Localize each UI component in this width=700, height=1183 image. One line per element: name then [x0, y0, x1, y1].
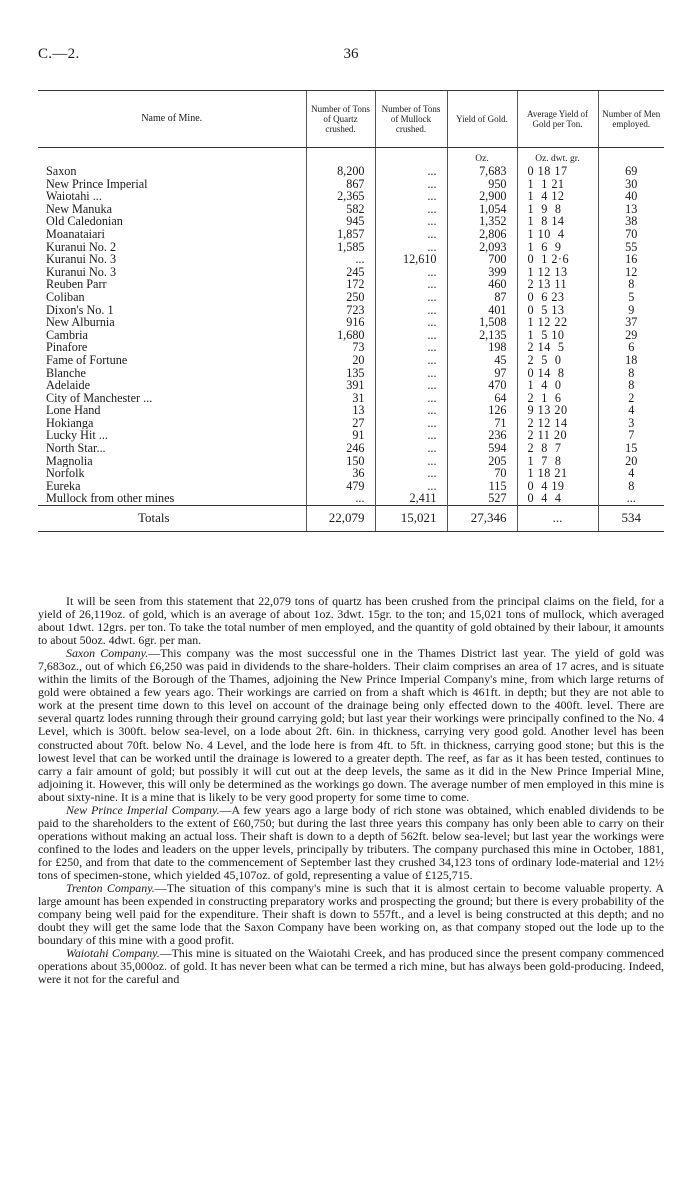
table-row	[38, 429, 664, 442]
table-row	[38, 253, 664, 266]
gold-yield: 399	[447, 266, 517, 279]
mine-name: Blanche	[46, 366, 86, 380]
gold-yield: 950	[447, 178, 517, 191]
average-yield: 0 4 4	[517, 492, 598, 505]
table-row	[38, 404, 664, 417]
gold-yield: 45	[447, 354, 517, 367]
men-employed: 8	[598, 480, 664, 493]
gold-yield: 97	[447, 367, 517, 380]
mine-name: Kuranui No. 2	[46, 240, 117, 254]
men-employed: 30	[598, 178, 664, 191]
quartz-tons: 916	[306, 316, 375, 329]
quartz-tons: 1,680	[306, 329, 375, 342]
mullock-tons: ...	[375, 341, 447, 354]
men-employed: 70	[598, 228, 664, 241]
mine-name: Reuben Parr	[46, 278, 107, 291]
quartz-tons: 91	[306, 429, 375, 442]
mine-name: New Alburnia	[46, 316, 115, 329]
average-yield: 1 4 0	[517, 379, 598, 392]
mullock-tons: ...	[375, 329, 447, 342]
table-row	[38, 291, 664, 304]
gold-yield: 470	[447, 379, 517, 392]
men-employed: 9	[598, 304, 664, 317]
total-average: ...	[517, 506, 598, 532]
mine-name: Coliban	[46, 290, 85, 304]
table-row	[38, 455, 664, 468]
average-yield: 1 12 22	[517, 316, 598, 329]
mine-name: New Manuka	[46, 202, 112, 216]
average-yield: 1 8 14	[517, 215, 598, 228]
men-employed: 15	[598, 442, 664, 455]
men-employed: 13	[598, 203, 664, 216]
gold-yield: 527	[447, 492, 517, 505]
table-row	[38, 215, 664, 228]
totals-row	[38, 506, 664, 532]
paragraph-lead: Trenton Company.	[66, 881, 155, 896]
quartz-tons: 31	[306, 392, 375, 405]
quartz-tons: 582	[306, 203, 375, 216]
mullock-tons: ...	[375, 404, 447, 417]
mullock-tons: ...	[375, 429, 447, 442]
gold-yield: 71	[447, 417, 517, 430]
mine-name: Lucky Hit ...	[46, 429, 108, 443]
paragraph	[38, 804, 664, 882]
gold-yield: 401	[447, 304, 517, 317]
paragraph	[38, 595, 664, 647]
men-employed: 55	[598, 241, 664, 254]
gold-yield: 1,352	[447, 215, 517, 228]
table-row	[38, 278, 664, 291]
table-row	[38, 228, 664, 241]
average-yield: 0 4 19	[517, 480, 598, 493]
total-mullock-tons: 15,021	[375, 506, 447, 532]
men-employed: 3	[598, 417, 664, 430]
men-employed: 6	[598, 341, 664, 354]
mine-name: Kuranui No. 3	[46, 253, 117, 266]
table-row	[38, 367, 664, 380]
average-yield: 1 5 10	[517, 329, 598, 342]
mullock-tons: ...	[375, 442, 447, 455]
average-yield: 1 4 12	[517, 190, 598, 203]
quartz-tons: 391	[306, 379, 375, 392]
paragraph-text: —A few years ago a large body of rich stone was obtained, which enabled dividends to be paid to the shareholders to the extent of £60,750; but during the last three years this company has only been able to carry on their operations without making an actual loss. Their shaft is down to a depth of 562ft. below sea-level; but last year the workings were confined to the lodes and leaders on the upper levels, principally by tributers. The company purchased this mine in October, 1881, for £250, and from that date to the commencement of September last they crushed 34,123 tons of ordinary lode-material and 12½ tons of specimen-stone, which yielded 45,107oz. of gold, representing a value of £125,715.	[38, 802, 664, 882]
men-employed: 20	[598, 455, 664, 468]
paragraph-lead: Saxon Company.	[66, 646, 149, 661]
table-row	[38, 266, 664, 279]
men-employed: 2	[598, 392, 664, 405]
table-row	[38, 492, 664, 505]
mine-name: Moanataiari	[46, 227, 105, 241]
men-employed: 37	[598, 316, 664, 329]
mullock-tons: ...	[375, 178, 447, 191]
quartz-tons: 13	[306, 404, 375, 417]
quartz-tons: 1,585	[306, 241, 375, 254]
column-header-yield: Yield of Gold.	[447, 91, 517, 148]
gold-yield: 198	[447, 341, 517, 354]
total-yield: 27,346	[447, 506, 517, 532]
mullock-tons: ...	[375, 392, 447, 405]
mine-name: Old Caledonian	[46, 215, 123, 228]
gold-yield: 236	[447, 429, 517, 442]
quartz-tons: 723	[306, 304, 375, 317]
table-row	[38, 341, 664, 354]
average-yield: 0 5 13	[517, 304, 598, 317]
gold-yield: 7,683	[447, 165, 517, 178]
gold-yield: 594	[447, 442, 517, 455]
mullock-tons: ...	[375, 165, 447, 178]
quartz-tons: 27	[306, 417, 375, 430]
average-yield: 0 14 8	[517, 367, 598, 380]
units-row	[38, 148, 664, 166]
table-row	[38, 304, 664, 317]
mine-name: Lone Hand	[46, 404, 101, 417]
average-yield: 1 18 21	[517, 467, 598, 480]
mullock-tons: ...	[375, 480, 447, 493]
mine-name: Norfolk	[46, 467, 85, 480]
table-row	[38, 190, 664, 203]
document-reference: C.—2.	[38, 46, 80, 62]
quartz-tons: 135	[306, 367, 375, 380]
mine-name: Cambria	[46, 328, 88, 342]
mine-name: New Prince Imperial	[46, 177, 148, 191]
gold-yield: 1,508	[447, 316, 517, 329]
table-row	[38, 178, 664, 191]
paragraph-text: —The situation of this company's mine is such that it is almost certain to become valuable property. A large amount has been expended in constructing preparatory works and prospecting the ground; but there is every probability of the company being well paid for the expenditure. Their shaft is down to 557ft., and a level is being constructed at this depth; and no doubt they will get the same lode that the Saxon Company have been working on, as that company stoped out the lode up to the boundary of this mine with a good profit.	[38, 881, 665, 948]
men-employed: 5	[598, 291, 664, 304]
quartz-tons: 250	[306, 291, 375, 304]
average-yield: 2 11 20	[517, 429, 598, 442]
mullock-tons: ...	[375, 367, 447, 380]
average-yield: 1 10 4	[517, 228, 598, 241]
men-employed: 7	[598, 429, 664, 442]
total-men: 534	[598, 506, 664, 532]
gold-yield: 2,806	[447, 228, 517, 241]
mine-name: North Star...	[46, 442, 106, 455]
quartz-tons: 20	[306, 354, 375, 367]
mine-name: Eureka	[46, 479, 81, 493]
paragraph-lead: New Prince Imperial Company.	[66, 802, 220, 817]
mullock-tons: 2,411	[375, 492, 447, 505]
men-employed: 8	[598, 367, 664, 380]
quartz-tons: 36	[306, 467, 375, 480]
men-employed: 4	[598, 467, 664, 480]
average-yield: 1 12 13	[517, 266, 598, 279]
average-yield: 2 12 14	[517, 417, 598, 430]
table-row	[38, 467, 664, 480]
quartz-tons: 2,365	[306, 190, 375, 203]
average-yield: 2 5 0	[517, 354, 598, 367]
average-yield: 2 13 11	[517, 278, 598, 291]
gold-yield: 205	[447, 455, 517, 468]
page-header	[38, 46, 664, 66]
column-header-name: Name of Mine.	[38, 91, 306, 148]
mullock-tons: ...	[375, 266, 447, 279]
quartz-tons: 73	[306, 341, 375, 354]
gold-yield: 126	[447, 404, 517, 417]
men-employed: 16	[598, 253, 664, 266]
mines-table	[38, 90, 664, 532]
mine-name: Saxon	[46, 165, 77, 178]
gold-yield: 1,054	[447, 203, 517, 216]
average-yield: 0 1 2·6	[517, 253, 598, 266]
men-employed: 40	[598, 190, 664, 203]
mullock-tons: 12,610	[375, 253, 447, 266]
mine-name: City of Manchester ...	[46, 391, 153, 405]
paragraph	[38, 647, 664, 804]
quartz-tons: 150	[306, 455, 375, 468]
mine-name: Hokianga	[46, 416, 94, 430]
average-yield: 1 6 9	[517, 241, 598, 254]
mullock-tons: ...	[375, 241, 447, 254]
mullock-tons: ...	[375, 203, 447, 216]
mine-name: Kuranui No. 3	[46, 265, 117, 279]
paragraph-text: —This mine is situated on the Waiotahi Creek, and has produced since the present company commenced operations about 35,000oz. of gold. It has never been what can be termed a rich mine, but has always been gold-producing. Indeed, were it not for the careful and	[38, 946, 664, 987]
quartz-tons: 867	[306, 178, 375, 191]
average-yield: 2 8 7	[517, 442, 598, 455]
table-row	[38, 203, 664, 216]
gold-yield: 460	[447, 278, 517, 291]
mine-name: Dixon's No. 1	[46, 303, 114, 317]
quartz-tons: 945	[306, 215, 375, 228]
mullock-tons: ...	[375, 417, 447, 430]
men-employed: 8	[598, 379, 664, 392]
gold-yield: 700	[447, 253, 517, 266]
column-header-men: Number of Men employed.	[598, 91, 664, 148]
paragraph	[38, 882, 664, 947]
table-row	[38, 241, 664, 254]
quartz-tons: 1,857	[306, 228, 375, 241]
gold-yield: 70	[447, 467, 517, 480]
paragraph	[38, 947, 664, 986]
table-header-row	[38, 91, 664, 148]
gold-yield: 64	[447, 392, 517, 405]
quartz-tons: ...	[306, 492, 375, 505]
unit-yield: Oz.	[447, 148, 517, 166]
average-yield: 2 14 5	[517, 341, 598, 354]
mullock-tons: ...	[375, 467, 447, 480]
mullock-tons: ...	[375, 316, 447, 329]
table-row	[38, 417, 664, 430]
mullock-tons: ...	[375, 190, 447, 203]
column-header-quartz-tons: Number of Tons of Quartz crushed.	[306, 91, 375, 148]
table-row	[38, 480, 664, 493]
gold-yield: 2,900	[447, 190, 517, 203]
table-row	[38, 316, 664, 329]
unit-average: Oz. dwt. gr.	[517, 148, 598, 166]
average-yield: 0 6 23	[517, 291, 598, 304]
table-row	[38, 442, 664, 455]
quartz-tons: ...	[306, 253, 375, 266]
average-yield: 1 1 21	[517, 178, 598, 191]
mine-name: Magnolia	[46, 454, 93, 468]
column-header-average-yield: Average Yield of Gold per Ton.	[517, 91, 598, 148]
gold-yield: 115	[447, 480, 517, 493]
quartz-tons: 8,200	[306, 165, 375, 178]
mullock-tons: ...	[375, 354, 447, 367]
table-row	[38, 392, 664, 405]
quartz-tons: 246	[306, 442, 375, 455]
men-employed: 8	[598, 278, 664, 291]
average-yield: 0 18 17	[517, 165, 598, 178]
quartz-tons: 479	[306, 480, 375, 493]
total-quartz-tons: 22,079	[306, 506, 375, 532]
table-row	[38, 379, 664, 392]
paragraph-text: —This company was the most successful one in the Thames District last year. The yield of gold was 7,683oz., out of which £6,250 was paid in dividends to the share-holders. Their claim comprises an area of 17 acres, and is situate within the limits of the Borough of the Thames, adjoining the New Prince Imperial Company's mine, from which large returns of gold were obtained a few years ago. Their workings are carried on from a shaft which is 461ft. in depth; but they are not able to work at the present time down to this level on account of the drainage being only effected down to the 400ft. level. There are several quartz lodes running through their ground carrying gold; but last year their workings were principally confined to the No. 4 Level, which is 300ft. below sea-level, on a lode about 2ft. 6in. in thickness, carrying very good gold. Another level has been constructed about 70ft. below No. 4 Level, and the lode here is from 4ft. to 5ft. in thickness, carrying good stone; but this is the lowest level that can be worked until the drainage is lowered to a greater depth. The reef, as far as it has been tested, continues to carry a fair amount of gold; but possibly it will cut out at the deep levels, the same as it did in the New Prince Imperial Mine, adjoining it. However, this will only be determined as the workings go down. The average number of men employed in this mine is about sixty-nine. It is a mine that is likely to be very good property for some time to come.	[38, 646, 664, 804]
average-yield: 2 1 6	[517, 392, 598, 405]
totals-label: Totals	[38, 506, 306, 532]
gold-yield: 87	[447, 291, 517, 304]
table-row	[38, 354, 664, 367]
men-employed: 12	[598, 266, 664, 279]
mullock-tons: ...	[375, 215, 447, 228]
mine-name: Waiotahi ...	[46, 190, 102, 203]
mine-name: Pinafore	[46, 341, 88, 354]
mullock-tons: ...	[375, 379, 447, 392]
body-text	[38, 595, 664, 986]
men-employed: 29	[598, 329, 664, 342]
mullock-tons: ...	[375, 228, 447, 241]
table-row	[38, 165, 664, 178]
men-employed: ...	[598, 492, 664, 505]
mullock-tons: ...	[375, 291, 447, 304]
mine-name: Mullock from other mines	[46, 492, 175, 506]
men-employed: 4	[598, 404, 664, 417]
page-number: 36	[343, 46, 359, 62]
mullock-tons: ...	[375, 455, 447, 468]
quartz-tons: 245	[306, 266, 375, 279]
mine-name: Adelaide	[46, 379, 90, 392]
men-employed: 38	[598, 215, 664, 228]
gold-yield: 2,093	[447, 241, 517, 254]
average-yield: 1 7 8	[517, 455, 598, 468]
average-yield: 1 9 8	[517, 203, 598, 216]
men-employed: 18	[598, 354, 664, 367]
mullock-tons: ...	[375, 278, 447, 291]
column-header-mullock-tons: Number of Tons of Mullock crushed.	[375, 91, 447, 148]
men-employed: 69	[598, 165, 664, 178]
paragraph-text: It will be seen from this statement that 22,079 tons of quartz has been crushed from the principal claims on the field, for a yield of 26,119oz. of gold, which is an average of about 1oz. 3dwt. 15gr. to the ton; and 15,021 tons of mullock, which averaged about 1dwt. 12grs. per ton. To take the total number of men employed, and the quantity of gold obtained by their labour, it amounts to about 50oz. 4dwt. 6gr. per man.	[38, 594, 664, 648]
quartz-tons: 172	[306, 278, 375, 291]
average-yield: 9 13 20	[517, 404, 598, 417]
mullock-tons: ...	[375, 304, 447, 317]
paragraph-lead: Waiotahi Company.	[66, 946, 160, 961]
mine-name: Fame of Fortune	[46, 353, 128, 367]
table-row	[38, 329, 664, 342]
gold-yield: 2,135	[447, 329, 517, 342]
